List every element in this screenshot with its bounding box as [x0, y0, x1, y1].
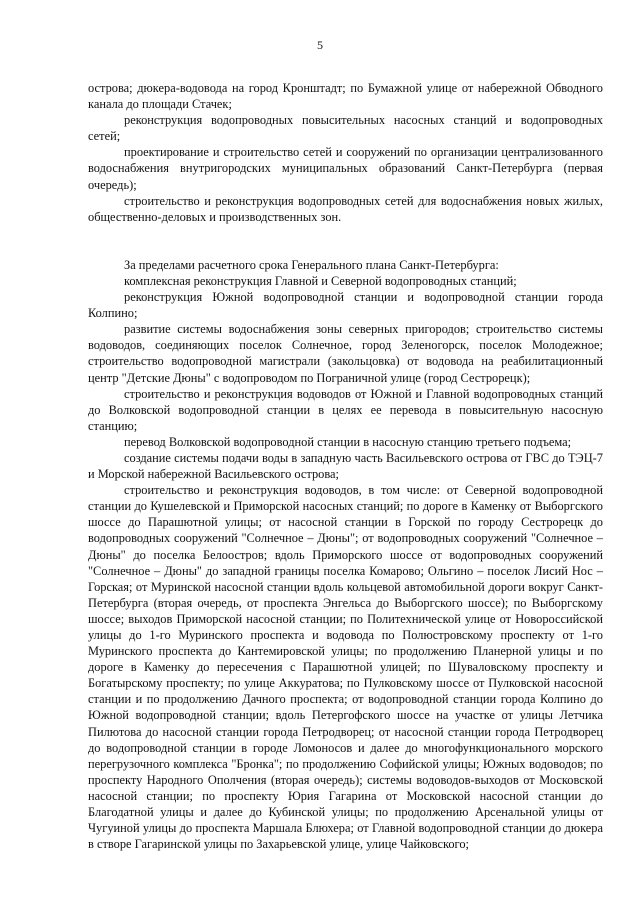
document-body	[88, 80, 603, 852]
paragraph: комплексная реконструкция Главной и Северной водопроводных станций;	[124, 273, 517, 288]
paragraph: строительство и реконструкция водоводов, в том числе: от Северной водопроводной станции до Кушелевской и Приморской насосных станций; по дороге в Каменку от Выборгского шоссе до Парашютной улицы; от насосной станции в Горской по городу Сестрорецк до водопроводных сооружений "Солнечное – Дюны"; от водопроводных сооружений "Солнечное – Дюны" до поселка Белоостров; вдоль Приморского шоссе от водопроводных сооружений "Солнечное – Дюны" до западной границы поселка Комарово; Ольгино – поселок Лисий Нос – Горская; от Муринской насосной станции вдоль кольцевой автомобильной дороги вокруг Санкт-Петербурга (вторая очередь, от проспекта Энгельса до Выборгского шоссе); по Выборгскому шоссе; выходов Приморской насосной станции; по Политехнической улице от Новороссийской улицы до 1-го Муринского проспекта и водовода по Полюстровскому проспекту от 1-го Муринского проспекта до Кантемировской улицы; по продолжению Планерной улицы и по дороге в Каменку до пересечения с Парашютной улицей; по Шуваловскому проспекту и Богатырскому проспекту; по улице Аккуратова; по Пулковскому шоссе от Пулковской насосной станции и по продолжению Дачного проспекта; от водопроводной станции города Колпино до Южной водопроводной станции; вдоль Петергофского шоссе на участке от улицы Летчика Пилютова до насосной станции города Петродворец; от насосной станции города Петродворец до водопроводной станции в городе Ломоносов и далее до многофункционального морского перегрузочного комплекса "Бронка"; по продолжению Софийской улицы; Южных водоводов; по проспекту Народного Ополчения (вторая очередь); системы водоводов-выходов от Московской насосной станции; по проспекту Юрия Гагарина от Московской насосной станции до Благодатной улицы и далее до Кубинской улицы; по продолжению Арсенальной улицы от Чугуиной улицы до проспекта Маршала Блюхера; от Главной водопроводной станции до дюкера в створе Гагаринской улицы по Захарьевской улице, улице Чайковского;	[88, 483, 603, 852]
paragraph: строительство и реконструкция водопроводных сетей для водоснабжения новых жилых, общественно-деловых и производственных зон.	[88, 193, 603, 224]
paragraph: строительство и реконструкция водоводов от Южной и Главной водопроводных станций до Волковской водопроводной станции в целях ее перевода в повысительную насосную станцию;	[88, 386, 603, 433]
paragraph: острова; дюкера-водовода на город Кронштадт; по Бумажной улице от набережной Обводного канала до площади Стачек;	[88, 81, 603, 112]
paragraph-gap	[88, 225, 603, 257]
paragraph: перевод Волковской водопроводной станции в насосную станцию третьего подъема;	[124, 434, 572, 449]
paragraph: создание системы подачи воды в западную часть Васильевского острова от ГВС до ТЭЦ-7 и Морской набережной Васильевского острова;	[88, 450, 603, 482]
paragraph: проектирование и строительство сетей и сооружений по организации централизованного водоснабжения внутригородских муниципальных образований Санкт-Петербурга (первая очередь);	[88, 145, 603, 192]
section-intro: За пределами расчетного срока Генерального плана Санкт-Петербурга:	[124, 257, 499, 272]
paragraph: развитие системы водоснабжения зоны северных пригородов; строительство системы водоводов, соединяющих поселок Солнечное, город Зеленогорск, поселок Молодежное; строительство водопроводной магистрали (закольцовка) от водовода на реабилитационный центр "Детские Дюны" с водопроводом по Пограничной улице (город Сестрорецк);	[88, 322, 603, 385]
paragraph: реконструкция Южной водопроводной станции и водопроводной станции города Колпино;	[88, 290, 603, 321]
page-number: 5	[317, 38, 323, 52]
paragraph: реконструкция водопроводных повысительных насосных станций и водопроводных сетей;	[88, 113, 603, 144]
